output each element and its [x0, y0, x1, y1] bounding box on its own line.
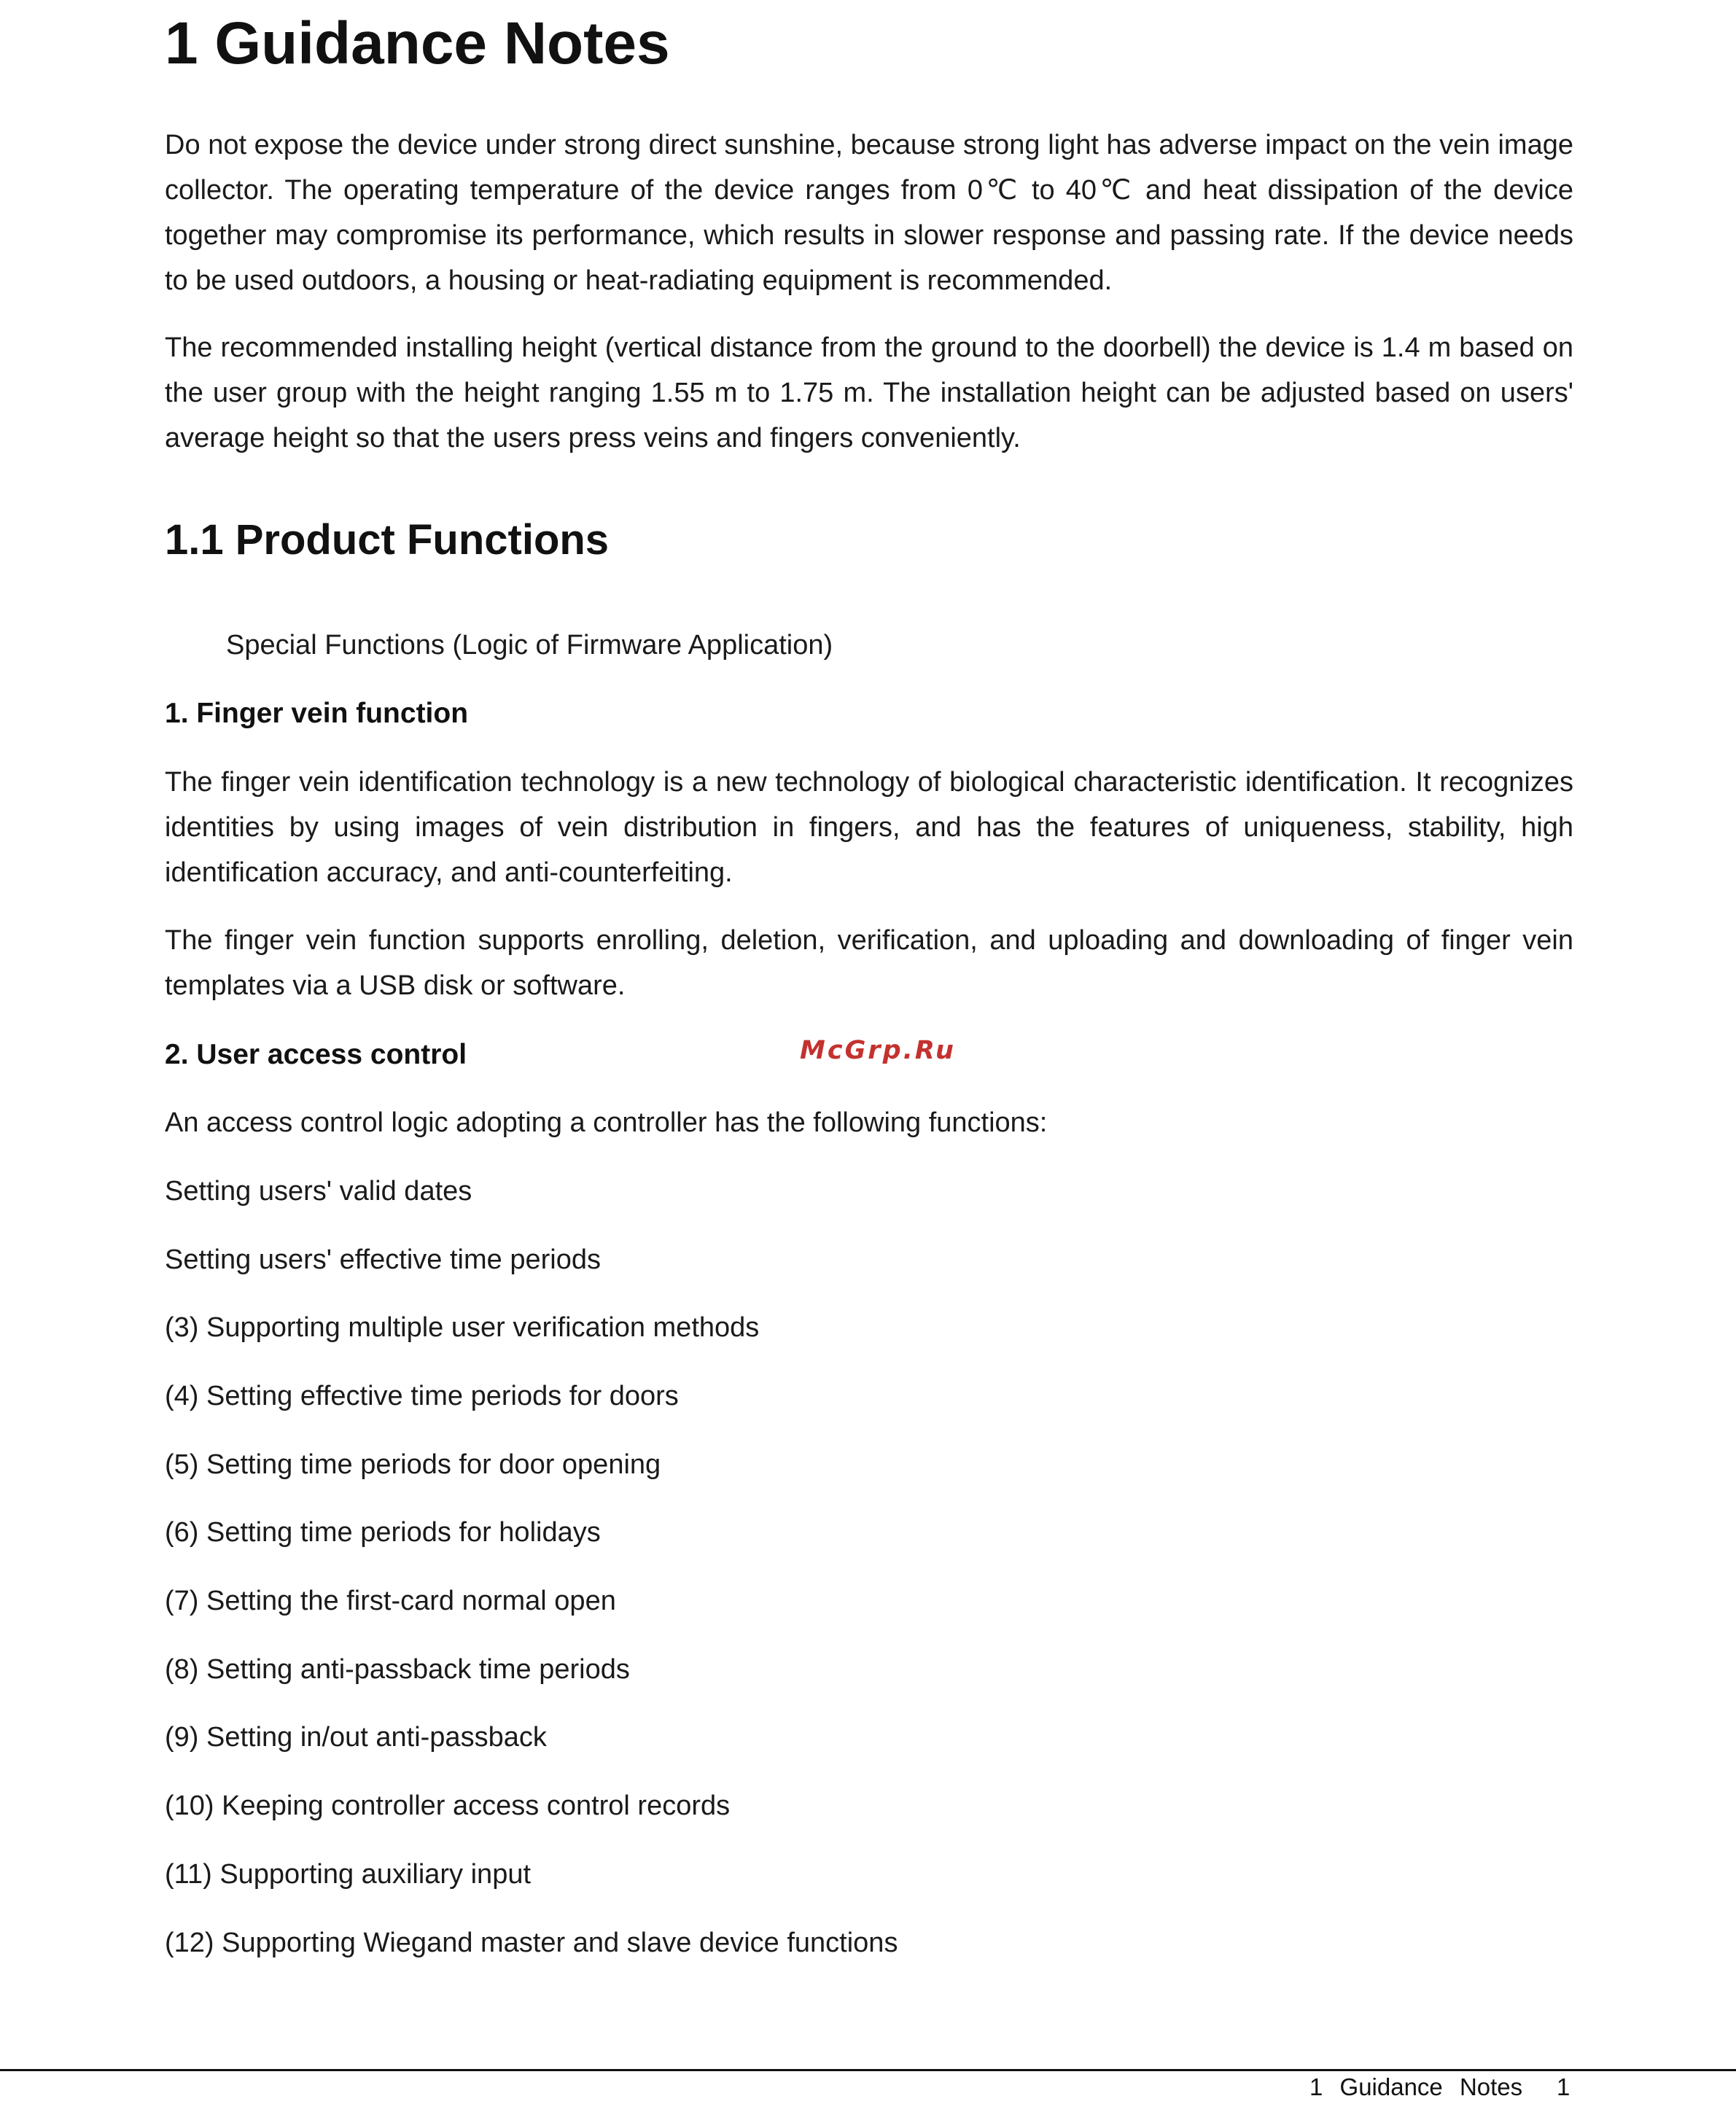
intro-paragraph-height: The recommended installing height (vertical distance from the ground to the doorbell) the device is 1.4 m based on the user group with the height ranging 1.55 m to 1.75 m. The installation height can be adjusted based on users' average height so that the users press veins and fingers conveniently. — [165, 332, 1573, 453]
finger-vein-paragraph-2: The finger vein function supports enrolling, deletion, verification, and uploading and downloading of finger vein templates via a USB disk or software. — [165, 925, 1573, 1001]
list-item: (11) Supporting auxiliary input — [165, 1859, 532, 1890]
watermark-text: McGrp.Ru — [800, 1036, 956, 1065]
footer-page-number: 1 — [1557, 2073, 1570, 2100]
intro-paragraph-sunlight: Do not expose the device under strong direct sunshine, because strong light has adverse impact on the vein image collector. The operating temperature of the device ranges from 0℃ to 40℃ and heat dissipation of the device together may compromise its performance, which results in slower response and passing rate. If the device needs to be used outdoors, a housing or heat-radiating equipment is recommended. — [165, 130, 1573, 296]
list-item: (9) Setting in/out anti-passback — [165, 1722, 547, 1753]
section-subtitle: Special Functions (Logic of Firmware Application) — [226, 630, 833, 661]
access-control-heading: 2. User access control — [165, 1039, 467, 1070]
finger-vein-heading: 1. Finger vein function — [165, 698, 469, 729]
list-item: (3) Supporting multiple user verification methods — [165, 1312, 760, 1343]
list-item: (6) Setting time periods for holidays — [165, 1517, 601, 1548]
list-item: (4) Setting effective time periods for doors — [165, 1381, 679, 1411]
list-item: Setting users' valid dates — [165, 1176, 472, 1207]
list-item: Setting users' effective time periods — [165, 1244, 601, 1275]
access-control-intro: An access control logic adopting a controller has the following functions: — [165, 1107, 1048, 1138]
list-item: (7) Setting the first-card normal open — [165, 1586, 616, 1616]
list-item: (5) Setting time periods for door opening — [165, 1449, 661, 1480]
section-title: 1.1 Product Functions — [165, 516, 610, 564]
list-item: (10) Keeping controller access control records — [165, 1791, 731, 1821]
finger-vein-paragraph-1: The finger vein identification technology is a new technology of biological characteristic identification. It recognizes identities by using images of vein distribution in fingers, and has the features of uniqueness, stability, high identification accuracy, and anti-counterfeiting. — [165, 767, 1573, 888]
list-item: (12) Supporting Wiegand master and slave device functions — [165, 1928, 898, 1958]
list-item: (8) Setting anti-passback time periods — [165, 1654, 630, 1685]
page-title: 1 Guidance Notes — [165, 10, 670, 77]
footer-divider — [0, 2069, 1736, 2071]
footer-section-label: 1 Guidance Notes — [1309, 2073, 1523, 2100]
